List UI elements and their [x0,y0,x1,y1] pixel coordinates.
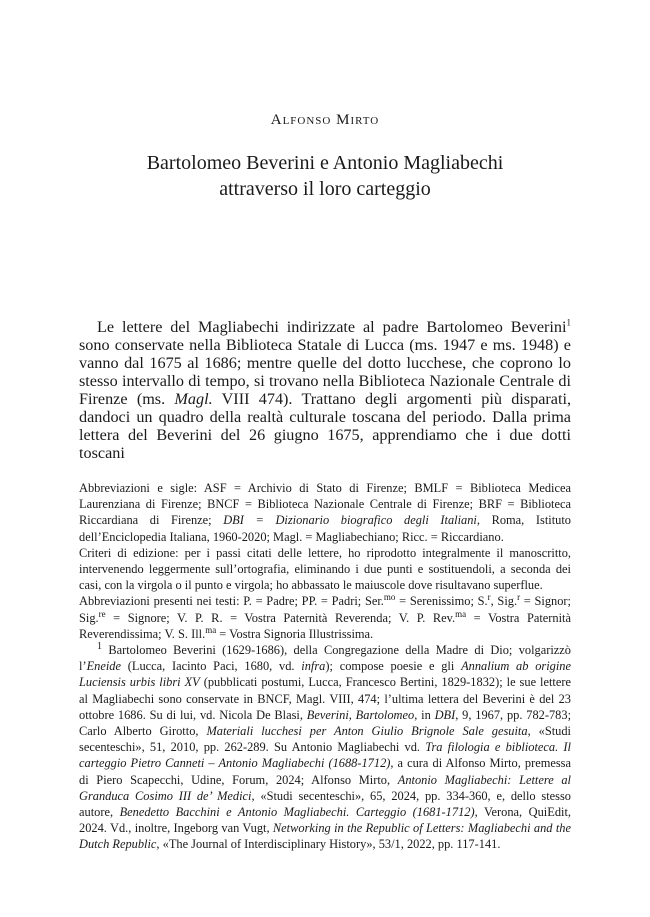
abbr2-f: = Vostra Paternità Reverendissima; V. S. Ill. [79,610,572,641]
abbr2-e: = Signore; V. P. R. = Vostra Paternità Reverenda; V. P. Rev. [105,610,456,625]
fn-text: (pubblicati postumi, Lucca, Francesco Bertini, 1829-1832); le sue lettere al Magliabechi sono conservate in BNCF, Magl. VIII, 474; l’ultima lettera del Beverini è del 23 ottobre 1686. Su di lui, vd. Nicola De Blasi, [79,675,572,722]
fn-italic: Annalium ab origine Luciensis urbis libri XV [79,659,571,690]
abbr2-sup3: r [517,592,521,603]
footnote-1 [79,642,571,853]
article-title [0,150,650,202]
fn-text: , «Studi secenteschi», 51, 2010, pp. 262-289. Su Antonio Magliabechi vd. [79,724,571,755]
title-line-1: Bartolomeo Beverini e Antonio Magliabechi [146,152,504,174]
fn-text: , Verona, QuiEdit, 2024. Vd., inoltre, Ingeborg van Vugt, [79,805,571,836]
fn-text: , «The Journal of Interdisciplinary History», 53/1, 2022, pp. 117-141. [156,837,501,852]
fn-text: (Lucca, Iacinto Paci, 1680, vd. [120,659,302,674]
fn-italic: Networking in the Republic of Letters: Magliabechi and the Dutch Republic [79,821,571,852]
fn-italic: DBI [434,707,456,722]
abbr-text-italic: DBI = Dizionario biografico degli Italiani [223,513,477,528]
body-text-italic: Magl. [174,390,213,408]
fn-text: , «Studi secenteschi», 65, 2024, pp. 334-360, e, dello stesso autore, [79,788,571,820]
text-abbreviations-note [79,593,571,642]
abbr2-sup4: re [98,608,106,619]
abbr2-sup2: r [487,592,491,603]
fn-text: , 9, 1967, pp. 782-783; Carlo Alberto Girotto, [79,707,572,739]
fn-text: , a cura di Alfonso Mirto, premessa di Piero Scapecchi, Udine, Forum, 2024; Alfonso Mirto, [79,756,571,787]
edition-criteria-note: Criteri di edizione: per i passi citati delle lettere, ho riprodotto integralmente il manoscritto, intervenendo leggermente sull’ortografia, eliminando i due punti e sostituendoli, a seconda dei casi, con la virgola o il punto e virgola; ho abbassato le maiuscole dove risultavano superflue. [79,545,571,593]
fn-italic: Benedetto Bacchini e Antonio Magliabechi. Carteggio (1681-1712) [119,805,475,820]
author-name: Alfonso Mirto [270,112,380,128]
body-paragraph [79,318,571,462]
footnote-ref-1[interactable]: 1 [566,317,571,328]
body-text-a: Le lettere del Magliabechi indirizzate al padre Bartolomeo Beverini [97,318,567,336]
fn-italic: infra [301,659,326,674]
abbr-text-a: Abbreviazioni e sigle: ASF = Archivio di Stato di Firenze; BMLF = Biblioteca Medicea Laurenziana di Firenze; BNCF = Biblioteca Nazionale Centrale di Firenze; BRF = Biblioteca Riccardiana di Firenze; [79,481,571,528]
notes-section [79,480,571,853]
abbr-text-c: , Roma, Istituto dell’Enciclopedia Italiana, 1960-2020; Magl. = Magliabechiano; Ricc. = Riccardiano. [79,513,571,544]
fn-italic: Eneide [86,659,121,674]
footnote-number: 1 [97,640,102,652]
fn-text: Bartolomeo Beverini (1629-1686), della Congregazione della Madre di Dio; volgarizzò l’ [79,643,571,674]
abbr2-c: , Sig. [490,594,518,609]
title-line-2: attraverso il loro carteggio [219,178,431,200]
abbr2-sup1: mo [383,592,396,603]
abbr2-d: = Signor; Sig. [79,594,571,625]
abbr2-a: Abbreviazioni presenti nei testi: P. = Padre; PP. = Padri; Ser. [79,594,384,609]
abbreviations-note [79,480,571,545]
abbr2-g: = Vostra Signoria Illustrissima. [216,626,374,641]
body-text-d: VIII 474). Trattano degli argomenti più disparati, dandoci un quadro della realtà culturale toscana del periodo. Dalla prima lettera del Beverini del 26 giugno 1675, apprendiamo che i due dotti toscani [79,390,571,462]
body-text-b: sono conservate nella Biblioteca Statale di Lucca (ms. 1947 e ms. 1948) e vanno dal 1675 al 1686; mentre quelle del dotto lucchese, che coprono lo stesso intervallo di tempo, si trovano nella Biblioteca Nazionale Centrale di Firenze (ms. [79,336,571,408]
fn-italic: Tra filologia e biblioteca. Il carteggio Pietro Canneti – Antonio Magliabechi (1688-1712) [79,740,572,771]
fn-text: ); compose poesie e gli [325,659,462,674]
fn-text: , in [414,707,435,722]
fn-italic: Antonio Magliabechi: Lettere al Granduca Cosimo III de’ Medici [79,772,572,803]
abbr2-sup5: ma [455,608,467,619]
abbr2-b: = Serenissimo; S. [395,594,488,609]
fn-italic: Materiali lucchesi per Anton Giulio Brignole Sale gesuita [206,724,528,739]
fn-italic: Beverini, Bartolomeo [306,707,415,722]
abbr2-sup6: ma [205,624,217,635]
